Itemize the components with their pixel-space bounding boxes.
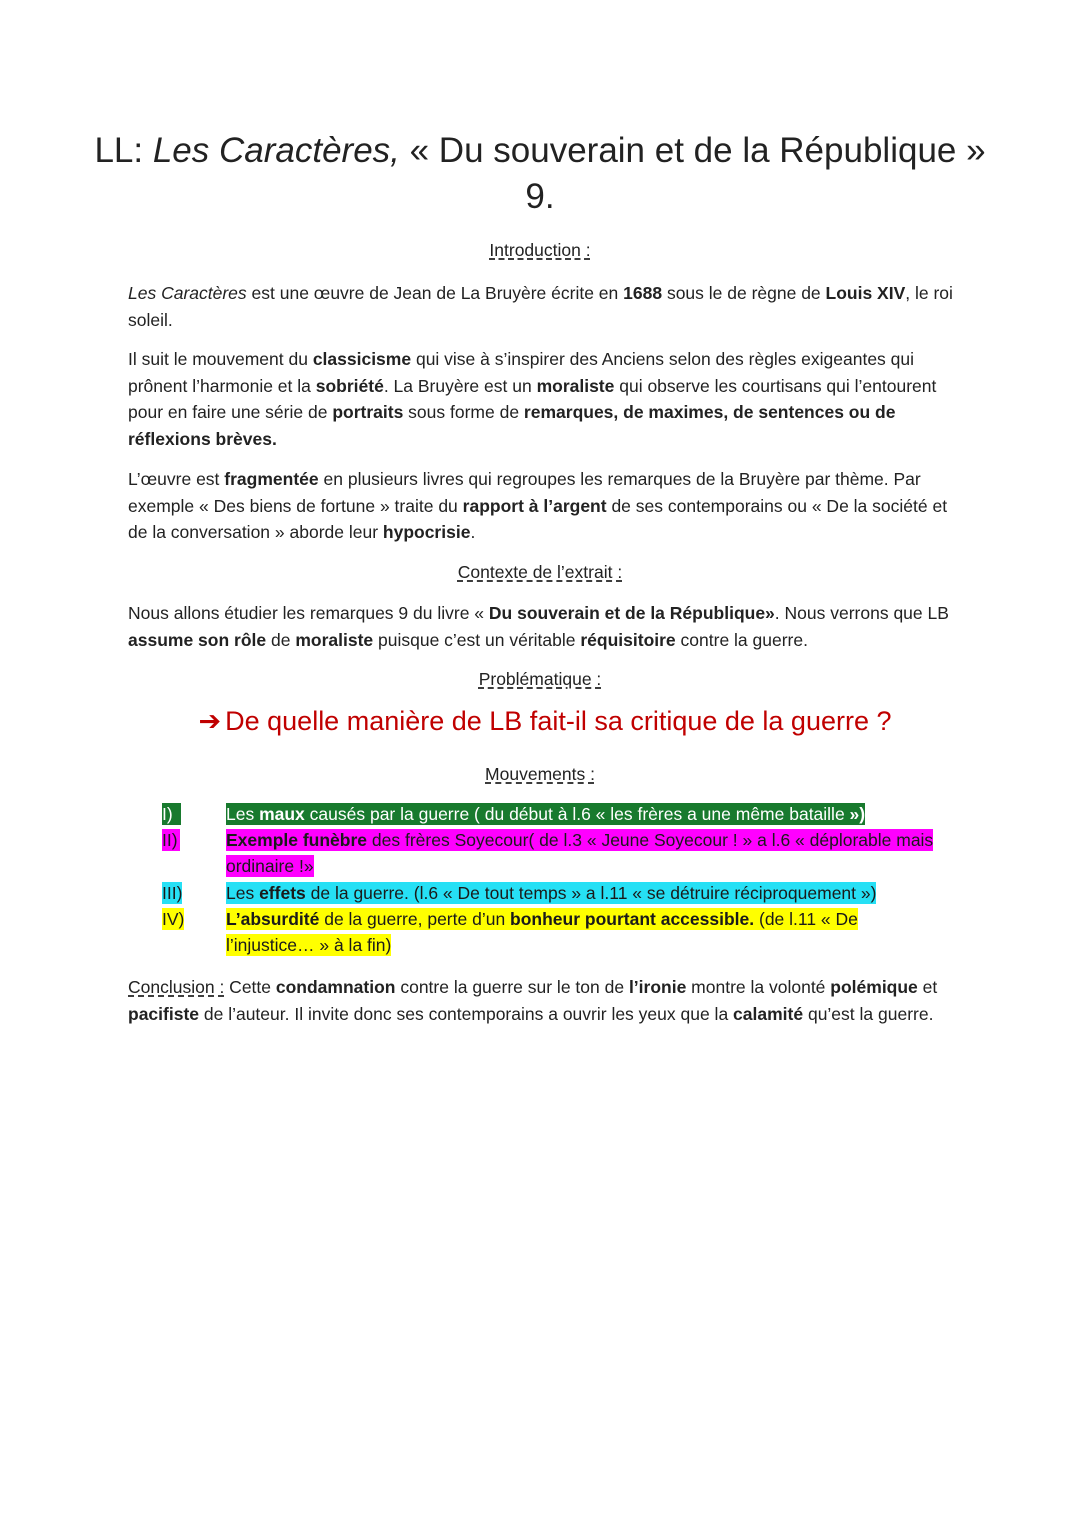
text: et (917, 977, 938, 997)
text: Nous allons étudier les remarques 9 du livre « (128, 603, 489, 623)
movements-heading: Mouvements : (485, 764, 595, 784)
text: causés par la guerre ( du début à l.6 « les frères a une même bataille (304, 804, 850, 824)
title-prefix: LL: (94, 131, 153, 170)
intro-paragraph-1 (128, 280, 958, 333)
bold-text: maux (259, 804, 305, 824)
bold-text: réquisitoire (580, 629, 676, 650)
text: de ses contemporains ou « De la société et de la conversation » aborde leur (128, 495, 948, 542)
bold-text: Du souverain et de la République» (488, 603, 775, 623)
text: Les (226, 883, 260, 903)
arrow-right-icon: ➔ (198, 706, 222, 736)
text: (de l.11 « De l’injustice… » à la fin) (226, 909, 858, 955)
bold-text: l’ironie (628, 977, 687, 997)
bold-text: sobriété (315, 375, 384, 396)
text: montre la volonté (686, 977, 831, 997)
bold-text: Louis XIV (825, 283, 906, 303)
bold-text: hypocrisie (382, 522, 471, 542)
movement-item (160, 906, 960, 958)
bold-text: calamité (733, 1003, 804, 1024)
bold-text: remarques, de maximes, de sentences ou de réflexions brèves. (128, 402, 896, 449)
bold-text: bonheur pourtant accessible. (510, 909, 755, 929)
movement-item (160, 801, 960, 827)
text: qu’est la guerre. (803, 1003, 934, 1024)
movement-text (226, 803, 865, 825)
bold-text: portraits (332, 402, 404, 422)
title-italic: Les Caractères, (152, 131, 400, 170)
text: sous le de règne de (662, 283, 826, 303)
text: . (470, 522, 476, 542)
text: de la guerre, perte d’un (319, 909, 511, 929)
context-paragraph (128, 600, 958, 653)
text: Cette (224, 977, 276, 997)
movement-item (160, 827, 960, 879)
text: est une œuvre de Jean de La Bruyère écrite en (246, 283, 624, 303)
bold-text: fragmentée (224, 469, 319, 489)
problem-heading: Problématique : (478, 669, 602, 689)
bold-text: Exemple funèbre (226, 830, 368, 850)
movement-number: II) (162, 830, 178, 850)
bold-text: condamnation (275, 977, 396, 997)
text: . La Bruyère est un (383, 375, 537, 396)
text: de (266, 629, 296, 650)
title-rest: « Du souverain et de la République » (399, 131, 986, 170)
text: contre la guerre sur le ton de (395, 977, 629, 997)
text: de l’auteur. Il invite donc ses contemporains a ouvrir les yeux que la (199, 1003, 734, 1024)
title-line2: 9. (525, 177, 555, 216)
bold-text: moraliste (536, 375, 615, 396)
movement-number: I) (162, 803, 181, 825)
text: qui vise à s’inspirer des Anciens selon des règles exigeantes qui prônent l’harmonie et la (128, 349, 915, 396)
movement-number: IV) (162, 909, 185, 929)
text: Il suit le mouvement du (128, 349, 313, 369)
conclusion-label: Conclusion : (128, 977, 225, 997)
page-title (0, 128, 1080, 220)
text: L’œuvre est (128, 469, 225, 489)
text: qui observe les courtisans qui l’entourent pour en faire une série de (128, 375, 937, 422)
bold-text: 1688 (623, 283, 663, 303)
bold-text: classicisme (312, 349, 412, 369)
movement-text (226, 882, 876, 904)
context-heading: Contexte de l’extrait : (457, 562, 623, 582)
bold-text: L’absurdité (226, 909, 320, 929)
text: , le roi soleil. (128, 283, 953, 330)
intro-paragraph-2 (128, 346, 958, 452)
movement-item (160, 880, 960, 906)
text: Les (226, 804, 260, 824)
problem-statement (0, 706, 1080, 737)
bold-text: ») (849, 804, 866, 824)
movement-number: III) (162, 883, 183, 903)
movement-text (226, 908, 858, 956)
text: contre la guerre. (675, 629, 808, 650)
intro-heading: Introduction : (489, 240, 591, 260)
bold-text: effets (259, 883, 306, 903)
text: . Nous verrons que LB (774, 603, 949, 623)
bold-text: moraliste (295, 629, 374, 650)
text: en plusieurs livres qui regroupes les remarques de la Bruyère par thème. Par exemple « Des biens de fortune » traite du (128, 469, 921, 516)
intro-paragraph-3 (128, 466, 958, 546)
conclusion-paragraph (128, 974, 958, 1027)
text: puisque c’est un véritable (373, 629, 581, 650)
movement-text (226, 829, 933, 877)
text: des frères Soyecour( de l.3 « Jeune Soyecour ! » a l.6 « déplorable mais ordinaire !» (226, 830, 934, 876)
bold-text: assume son rôle (128, 629, 267, 650)
text: de la guerre. (l.6 « De tout temps » a l.11 « se détruire réciproquement ») (305, 883, 877, 903)
bold-text: rapport à l’argent (462, 495, 607, 516)
bold-text: pacifiste (128, 1003, 199, 1024)
text: sous forme de (403, 402, 524, 422)
bold-text: polémique (830, 977, 918, 997)
book-title: Les Caractères (128, 283, 247, 303)
problem-text: De quelle manière de LB fait-il sa critique de la guerre ? (225, 706, 892, 736)
